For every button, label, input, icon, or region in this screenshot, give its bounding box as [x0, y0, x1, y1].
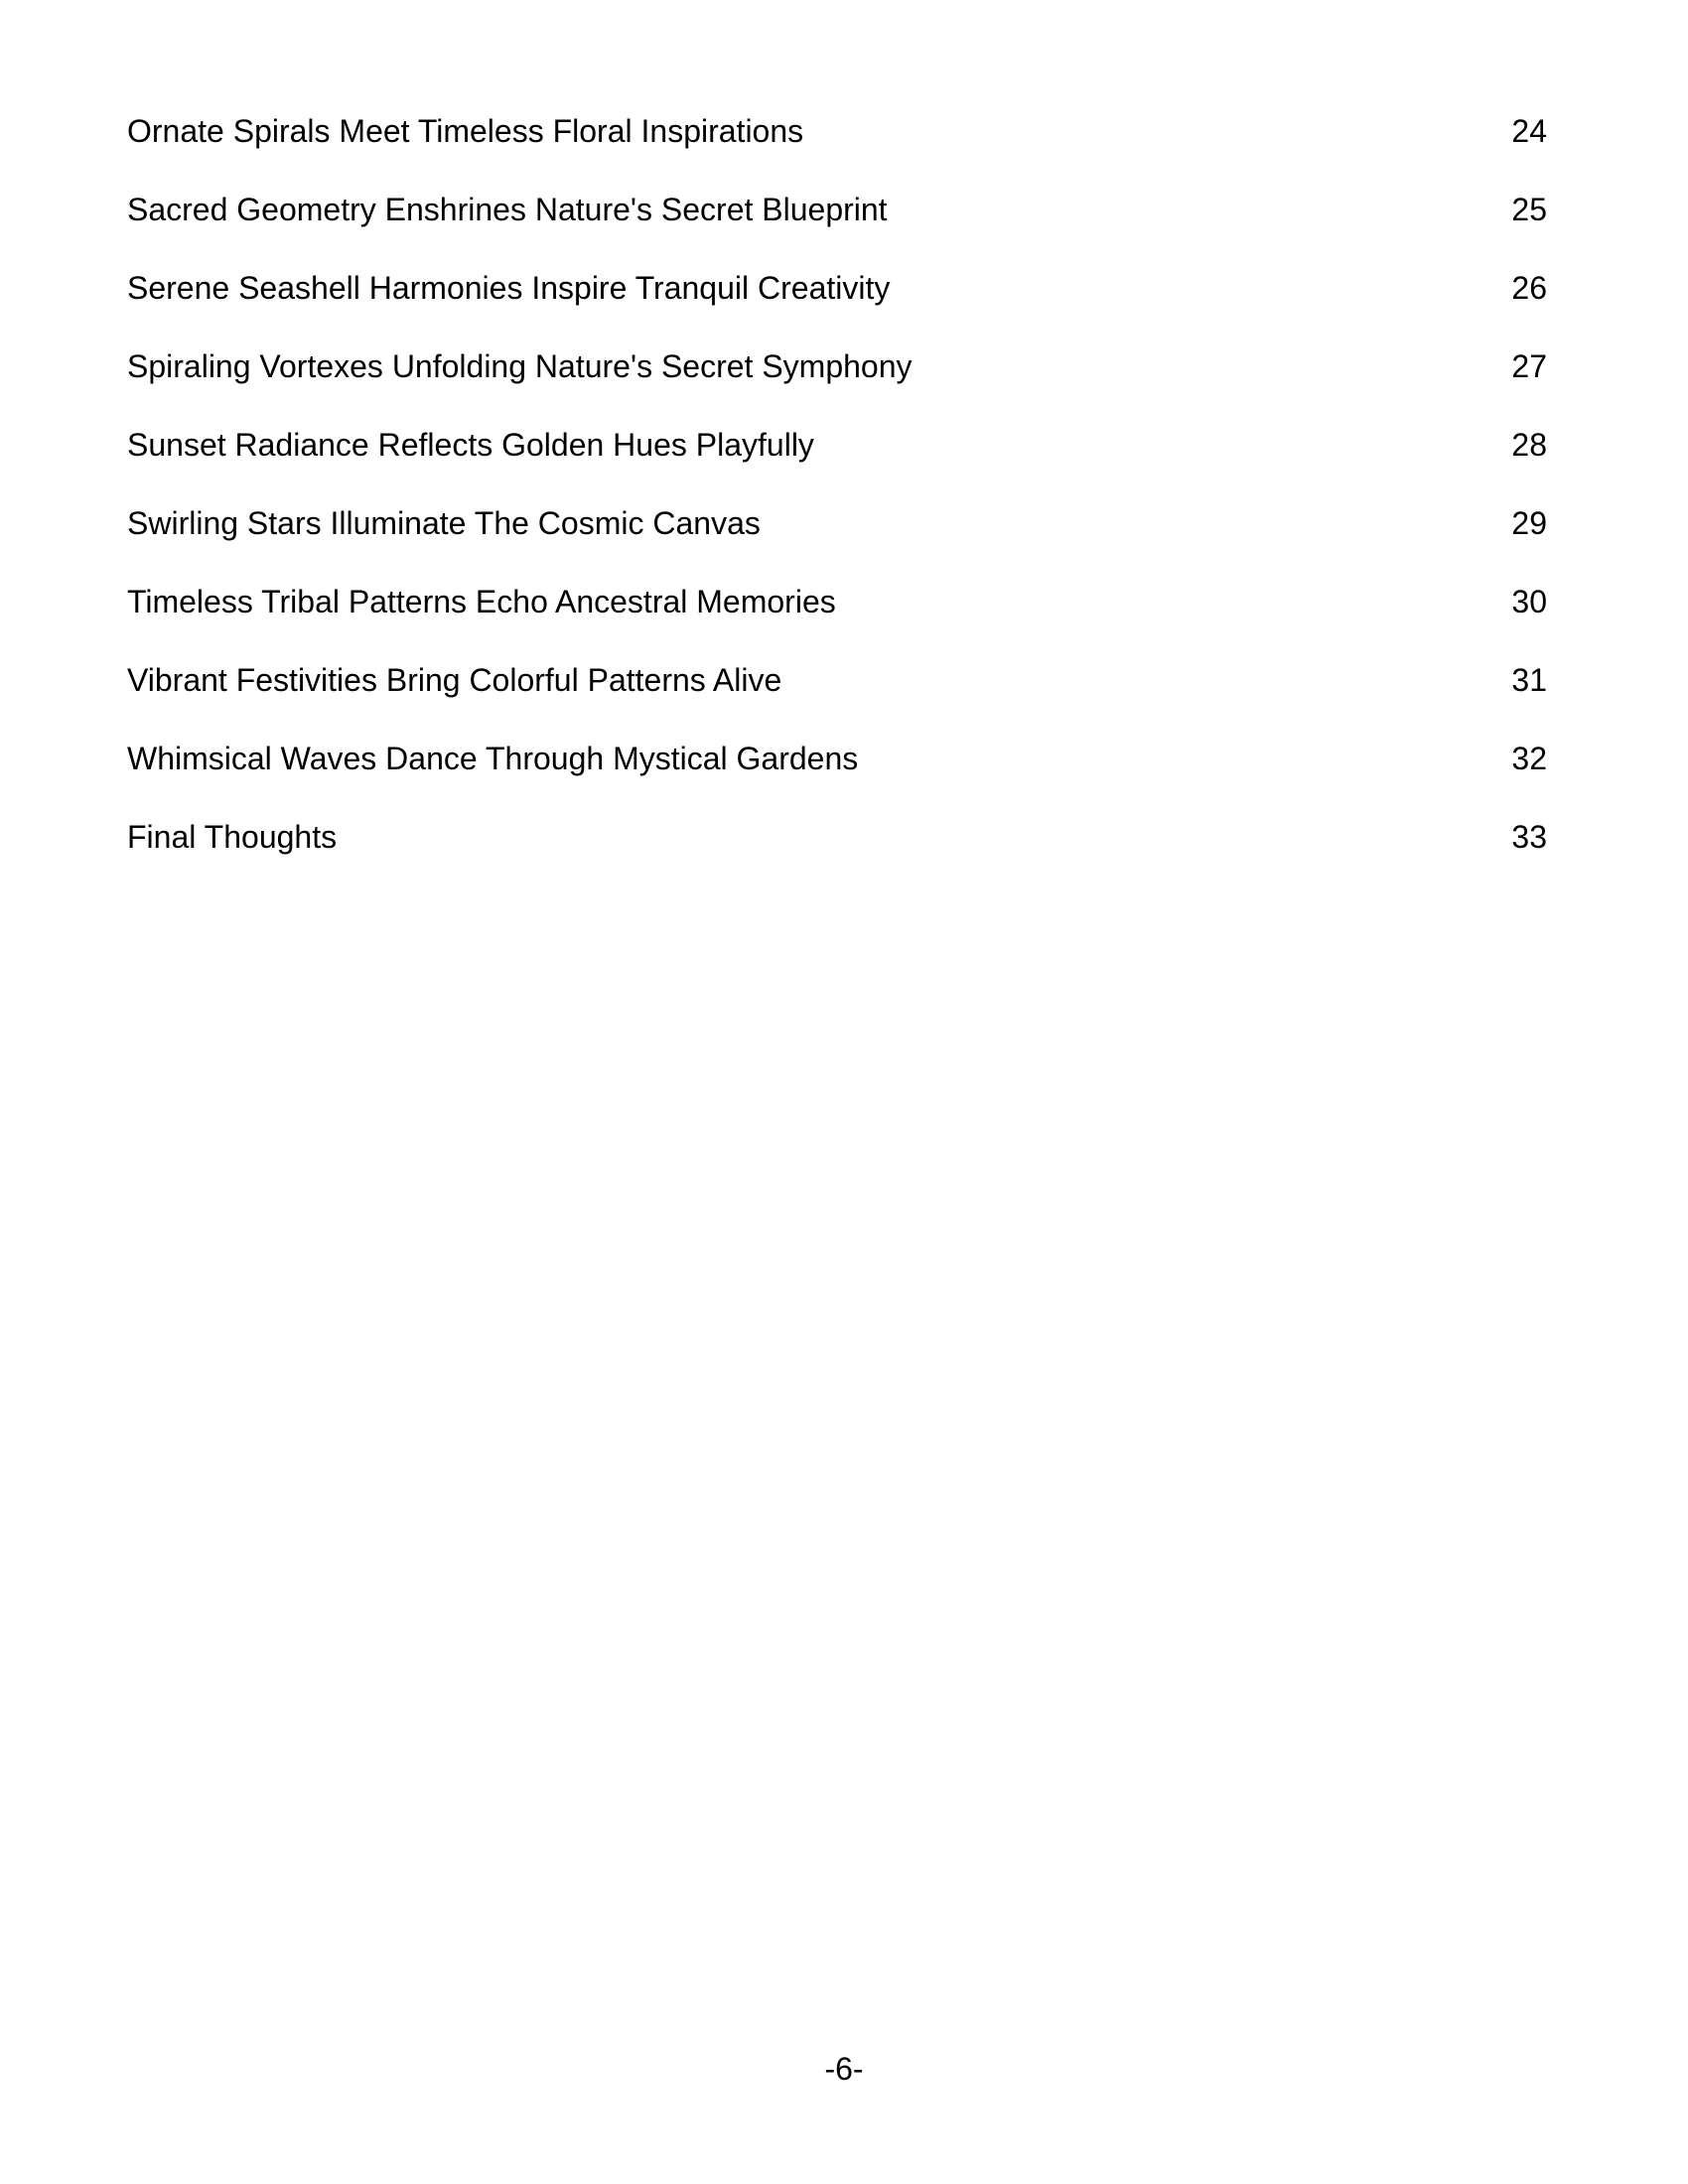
- toc-entry-title: Sacred Geometry Enshrines Nature's Secret Blueprint: [127, 191, 888, 227]
- toc-entry-page: 29: [1511, 504, 1547, 541]
- toc-entry-page: 27: [1511, 347, 1547, 384]
- toc-entry[interactable]: [127, 91, 1547, 170]
- toc-entry-title: Spiraling Vortexes Unfolding Nature's Secret Symphony: [127, 347, 913, 384]
- toc-entry-page: 28: [1511, 426, 1547, 463]
- toc-entry-page: 25: [1511, 191, 1547, 227]
- toc-entry-page: 31: [1511, 661, 1547, 698]
- table-of-contents: [127, 91, 1547, 876]
- toc-entry[interactable]: [127, 719, 1547, 797]
- toc-entry[interactable]: [127, 562, 1547, 640]
- toc-entry-title: Sunset Radiance Reflects Golden Hues Playfully: [127, 426, 814, 463]
- toc-entry-page: 33: [1511, 818, 1547, 855]
- toc-entry-title: Whimsical Waves Dance Through Mystical Gardens: [127, 740, 859, 776]
- toc-entry-page: 30: [1511, 583, 1547, 619]
- toc-entry-title: Swirling Stars Illuminate The Cosmic Canvas: [127, 504, 761, 541]
- toc-entry-title: Vibrant Festivities Bring Colorful Patterns Alive: [127, 661, 782, 698]
- toc-entry[interactable]: [127, 640, 1547, 719]
- toc-entry-title: Serene Seashell Harmonies Inspire Tranquil Creativity: [127, 269, 891, 306]
- page-number: -6-: [824, 2051, 864, 2087]
- toc-entry-page: 24: [1511, 112, 1547, 149]
- toc-entry[interactable]: [127, 797, 1547, 876]
- toc-entry[interactable]: [127, 483, 1547, 562]
- toc-entry-title: Timeless Tribal Patterns Echo Ancestral Memories: [127, 583, 836, 619]
- toc-entry[interactable]: [127, 248, 1547, 327]
- toc-entry-title: Final Thoughts: [127, 818, 338, 855]
- toc-entry[interactable]: [127, 170, 1547, 248]
- toc-entry-page: 26: [1511, 269, 1547, 306]
- toc-entry-title: Ornate Spirals Meet Timeless Floral Inspirations: [127, 112, 804, 149]
- toc-entry-page: 32: [1511, 740, 1547, 776]
- toc-entry[interactable]: [127, 327, 1547, 405]
- toc-entry[interactable]: [127, 405, 1547, 483]
